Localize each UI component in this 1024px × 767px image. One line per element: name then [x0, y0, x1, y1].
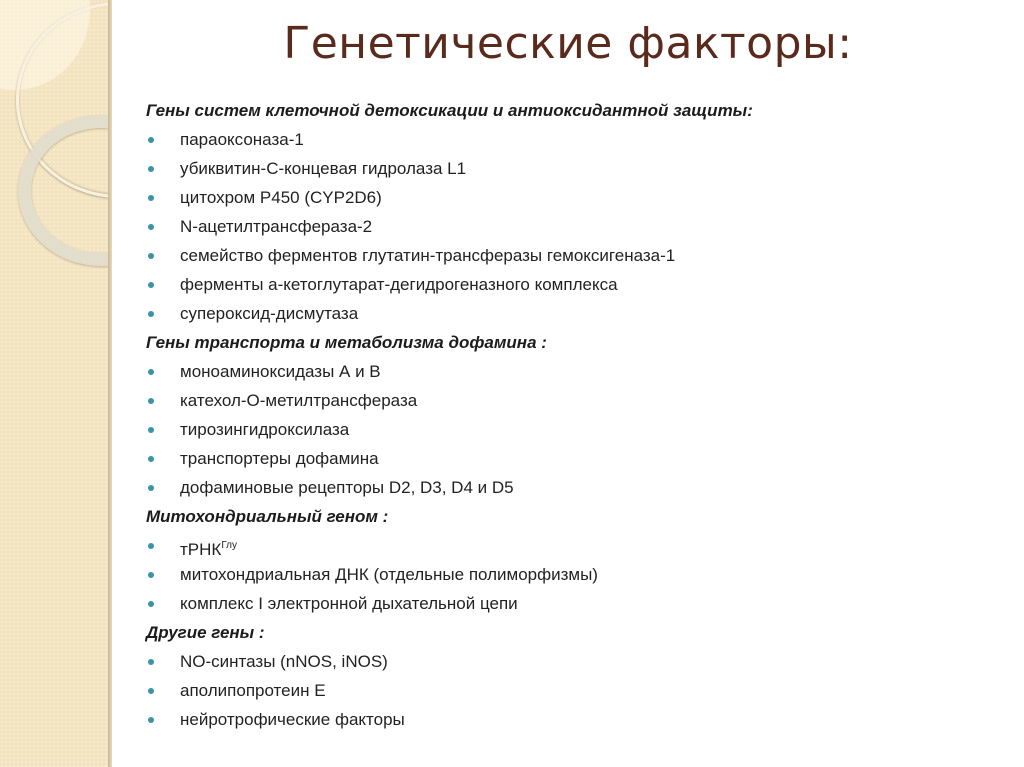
bullet-icon	[148, 485, 154, 491]
section-heading-other: Другие гены :	[146, 623, 265, 642]
side-panel-edge	[108, 0, 112, 767]
bullet-icon	[148, 224, 154, 230]
slide-title: Генетические факторы:	[283, 18, 853, 69]
list-item: параоксоназа-1	[146, 125, 1006, 154]
list-item: цитохром P450 (CYP2D6)	[146, 183, 1006, 212]
bullet-icon	[148, 659, 154, 665]
bullet-icon	[148, 543, 154, 549]
list-item: транспортеры дофамина	[146, 444, 1006, 473]
bullet-icon	[148, 601, 154, 607]
list-item: комплекс I электронной дыхательной цепи	[146, 589, 1006, 618]
list-item: митохондриальная ДНК (отдельные полиморфизмы)	[146, 560, 1006, 589]
list-item: супероксид-дисмутаза	[146, 299, 1006, 328]
section-heading-detox: Гены систем клеточной детоксикации и антиоксидантной защиты:	[146, 101, 753, 120]
list-item: нейротрофические факторы	[146, 705, 1006, 734]
section-heading-dopamine: Гены транспорта и метаболизма дофамина :	[146, 333, 547, 352]
bullet-icon	[148, 195, 154, 201]
bullet-icon	[148, 282, 154, 288]
superscript: Глу	[221, 540, 238, 551]
slide-content	[146, 96, 1006, 734]
list-item: дофаминовые рецепторы D2, D3, D4 и D5	[146, 473, 1006, 502]
bullet-icon	[148, 311, 154, 317]
list-item: N-ацетилтрансфераза-2	[146, 212, 1006, 241]
list-item: тРНК$^{Глу}$	[146, 531, 1006, 560]
list-item: тирозингидроксилаза	[146, 415, 1006, 444]
bullet-icon	[148, 572, 154, 578]
bullet-icon	[148, 166, 154, 172]
bullet-icon	[148, 137, 154, 143]
bullet-icon	[148, 369, 154, 375]
list-item: аполипопротеин Е	[146, 676, 1006, 705]
list-item: семейство ферментов глутатин-трансферазы гемоксигеназа-1	[146, 241, 1006, 270]
bullet-icon	[148, 688, 154, 694]
bullet-icon	[148, 717, 154, 723]
bullet-icon	[148, 456, 154, 462]
list-item: ферменты а-кетоглутарат-дегидрогеназного комплекса	[146, 270, 1006, 299]
list-item: моноаминоксидазы А и В	[146, 357, 1006, 386]
section-heading-mitochondrial: Митохондриальный геном :	[146, 507, 389, 526]
list-item: убиквитин-С-концевая гидролаза L1	[146, 154, 1006, 183]
bullet-icon	[148, 398, 154, 404]
list-item: NO-синтазы (nNOS, iNOS)	[146, 647, 1006, 676]
list-item: катехол-О-метилтрансфераза	[146, 386, 1006, 415]
bullet-icon	[148, 427, 154, 433]
decorative-side-panel	[0, 0, 108, 767]
bullet-icon	[148, 253, 154, 259]
